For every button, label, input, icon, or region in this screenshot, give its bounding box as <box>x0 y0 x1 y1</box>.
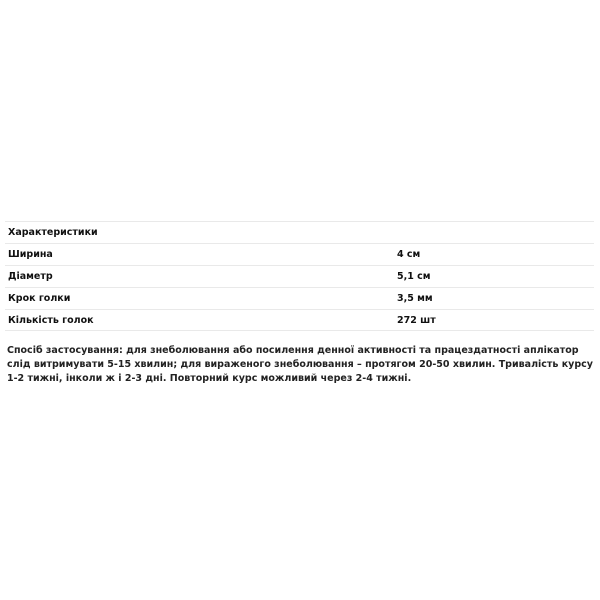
spec-label-width: Ширина <box>8 249 53 260</box>
table-row <box>5 265 594 287</box>
spec-value-needle-pitch: 3,5 мм <box>397 293 433 304</box>
spec-label-diameter: Діаметр <box>8 271 53 282</box>
spec-value-width: 4 см <box>397 249 421 260</box>
table-row <box>5 243 594 265</box>
spec-value-diameter: 5,1 см <box>397 271 431 282</box>
table-row <box>5 287 594 309</box>
spec-value-needle-count: 272 шт <box>397 314 436 326</box>
table-row <box>5 309 594 331</box>
specs-table <box>5 221 594 331</box>
specs-title: Характеристики <box>8 227 98 238</box>
usage-instructions: Спосіб застосування: для знеболювання або посилення денної активності та працездатності аплікатор слід витримувати 5-15 хвилин; для вираженого знеболювання – протягом 20-50 хвилин. Тривалість курсу 1-2 тижні, інколи ж і 2-3 дні. Повторний курс можливий через 2-4 тижні. <box>7 344 593 384</box>
spec-label-needle-pitch: Крок голки <box>8 293 71 304</box>
specs-header-row <box>5 221 594 243</box>
spec-label-needle-count: Кількість голок <box>8 314 94 326</box>
